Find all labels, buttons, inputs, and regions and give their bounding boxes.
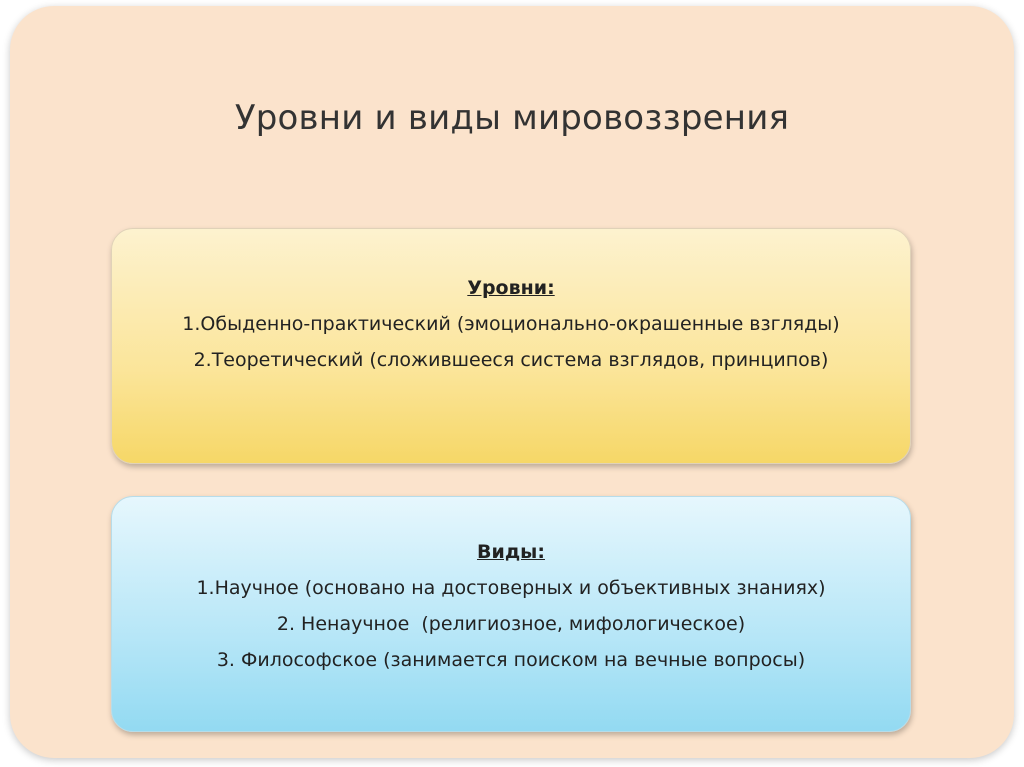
levels-item-2: 2.Теоретический (сложившееся система взглядов, принципов) (193, 349, 829, 371)
types-item-3: 3. Философское (занимается поиском на вечные вопросы) (216, 649, 806, 671)
types-item-2: 2. Ненаучное (религиозное, мифологическое) (276, 613, 746, 635)
slide (10, 6, 1014, 758)
types-panel (111, 496, 911, 732)
levels-panel (111, 228, 911, 464)
levels-heading: Уровни: (467, 277, 555, 299)
types-item-1: 1.Научное (основано на достоверных и объективных знаниях) (196, 577, 826, 599)
levels-item-1: 1.Обыденно-практический (эмоционально-окрашенные взгляды) (182, 313, 840, 335)
slide-title: Уровни и виды мировоззрения (234, 98, 790, 138)
types-heading: Виды: (477, 541, 545, 563)
